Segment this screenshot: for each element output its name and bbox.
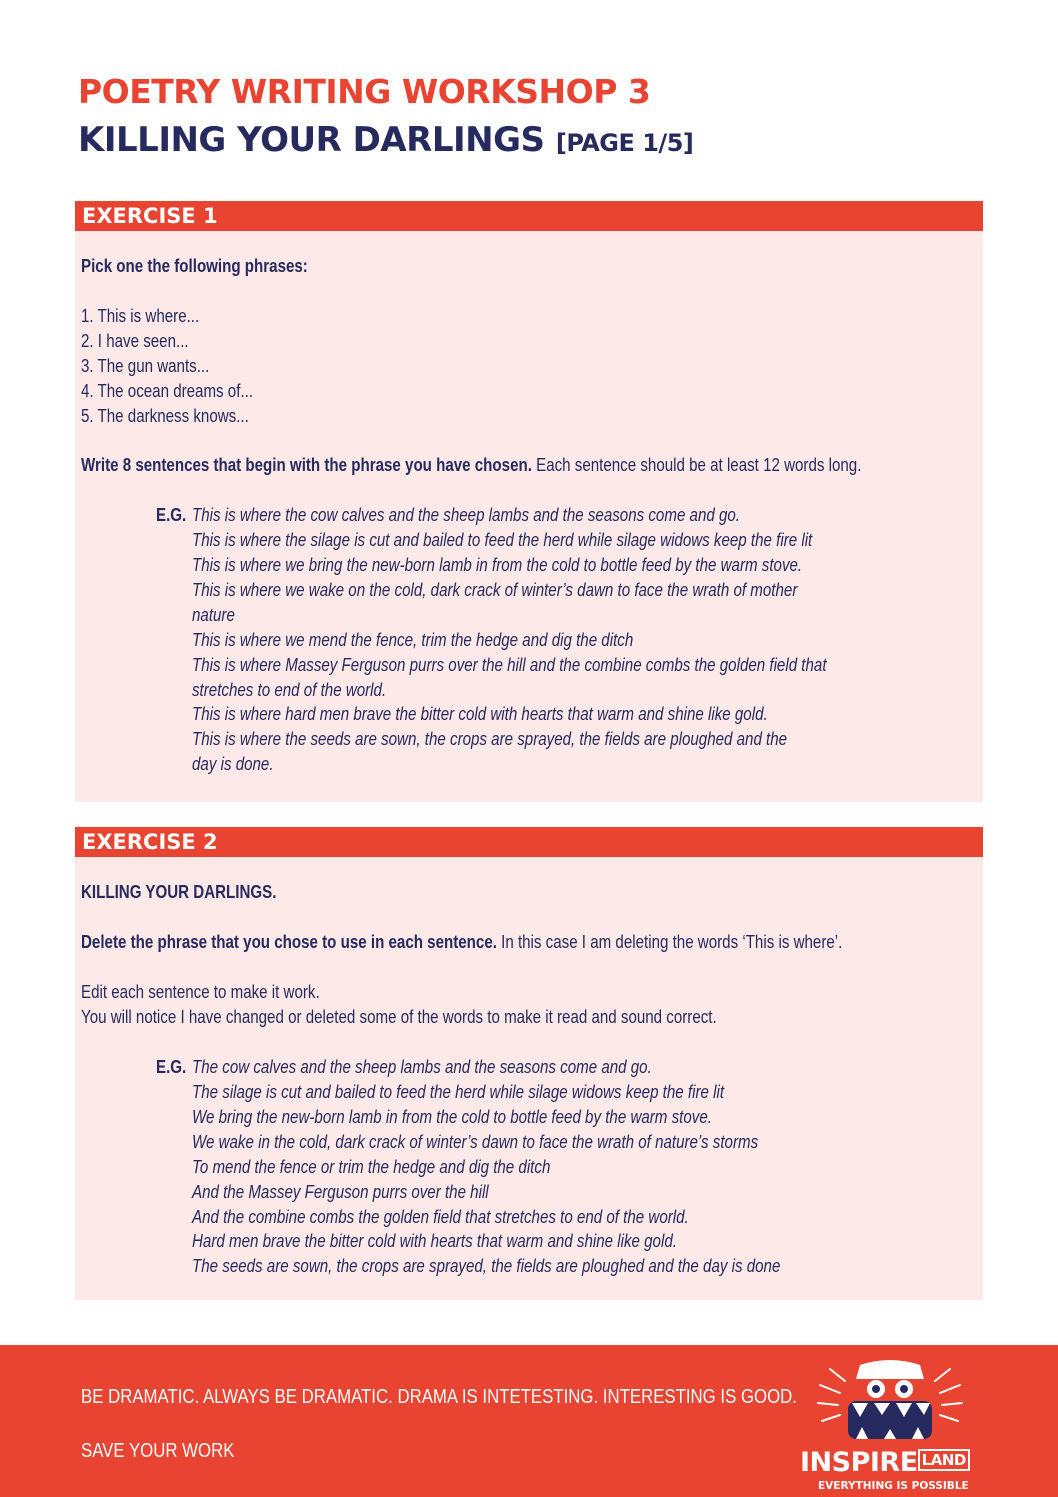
phrase-item: 3. The gun wants...	[81, 356, 210, 376]
example-line: This is where Massey Ferguson purrs over the hill and the combine combs the golden field that	[192, 655, 827, 675]
exercise-2-heading: EXERCISE 2	[75, 827, 983, 857]
logo-main-text: INSPIRE	[800, 1447, 918, 1478]
example-line: To mend the fence or trim the hedge and dig the ditch	[192, 1157, 551, 1177]
exercise-2-instruction	[81, 930, 842, 955]
instruction-rest: Each sentence should be at least 12 words long.	[531, 455, 862, 475]
example-line: stretches to end of the world.	[192, 680, 387, 700]
eg-label: E.G.	[156, 1057, 187, 1077]
edit-line: Edit each sentence to make it work.	[81, 982, 320, 1002]
inspireland-logo	[800, 1355, 980, 1490]
example-line: The seeds are sown, the crops are sprayed, the fields are ploughed and the day is done	[192, 1256, 781, 1276]
example-line: The cow calves and the sheep lambs and the seasons come and go.	[192, 1057, 652, 1077]
monster-face-icon	[800, 1355, 980, 1447]
exercise-1-instruction	[81, 453, 861, 478]
example-line: This is where we wake on the cold, dark crack of winter’s dawn to face the wrath of mother	[192, 580, 798, 600]
phrase-item: 4. The ocean dreams of...	[81, 381, 254, 401]
example-line: We wake in the cold, dark crack of winter’s dawn to face the wrath of nature’s storms	[192, 1132, 759, 1152]
page-indicator: [PAGE 1/5]	[555, 129, 694, 157]
example-line: This is where hard men brave the bitter cold with hearts that warm and shine like gold.	[192, 704, 768, 724]
page-subtitle	[78, 120, 693, 160]
exercise-2-panel	[75, 857, 983, 1300]
footer-banner	[0, 1345, 1058, 1497]
example-line: And the combine combs the golden field that stretches to end of the world.	[192, 1207, 689, 1227]
exercise-1-panel	[75, 231, 983, 802]
example-line: This is where we bring the new-born lamb in from the cold to bottle feed by the warm stove.	[192, 555, 803, 575]
instruction-rest: In this case I am deleting the words ‘This is where’.	[496, 932, 843, 952]
footer-save-note: SAVE YOUR WORK	[81, 1440, 235, 1462]
instruction-bold: Delete the phrase that you chose to use in each sentence.	[81, 932, 497, 952]
example-line: This is where the silage is cut and bailed to feed the herd while silage widows keep the fire lit	[192, 530, 813, 550]
phrase-item: 2. I have seen...	[81, 331, 189, 351]
logo-wordmark	[800, 1447, 970, 1478]
example-line: Hard men brave the bitter cold with hearts that warm and shine like gold.	[192, 1231, 677, 1251]
example-line: And the Massey Ferguson purrs over the hill	[192, 1182, 489, 1202]
phrase-item: 1. This is where...	[81, 306, 200, 326]
logo-tagline: EVERYTHING IS POSSIBLE	[818, 1480, 969, 1492]
logo-land-text: LAND	[918, 1449, 970, 1471]
exercise-1-heading: EXERCISE 1	[75, 201, 983, 231]
subtitle-text: KILLING YOUR DARLINGS	[78, 120, 545, 160]
example-line: We bring the new-born lamb in from the cold to bottle feed by the warm stove.	[192, 1107, 712, 1127]
workshop-title: POETRY WRITING WORKSHOP 3	[78, 72, 651, 111]
example-line: This is where the cow calves and the sheep lambs and the seasons come and go.	[192, 505, 741, 525]
eg-label: E.G.	[156, 505, 187, 525]
example-line: This is where we mend the fence, trim the hedge and dig the ditch	[192, 630, 634, 650]
example-line: nature	[192, 605, 235, 625]
edit-line: You will notice I have changed or deleted some of the words to make it read and sound correct.	[81, 1007, 717, 1027]
example-line: day is done.	[192, 754, 274, 774]
example-line: The silage is cut and bailed to feed the herd while silage widows keep the fire lit	[192, 1082, 725, 1102]
example-line: This is where the seeds are sown, the crops are sprayed, the fields are ploughed and the	[192, 729, 788, 749]
exercise-2-intro: KILLING YOUR DARLINGS.	[81, 882, 277, 902]
footer-tagline: BE DRAMATIC. ALWAYS BE DRAMATIC. DRAMA IS INTETESTING. INTERESTING IS GOOD.	[81, 1386, 797, 1408]
phrase-item: 5. The darkness knows...	[81, 406, 249, 426]
instruction-bold: Write 8 sentences that begin with the phrase you have chosen.	[81, 455, 532, 475]
exercise-1-intro: Pick one the following phrases:	[81, 256, 308, 276]
